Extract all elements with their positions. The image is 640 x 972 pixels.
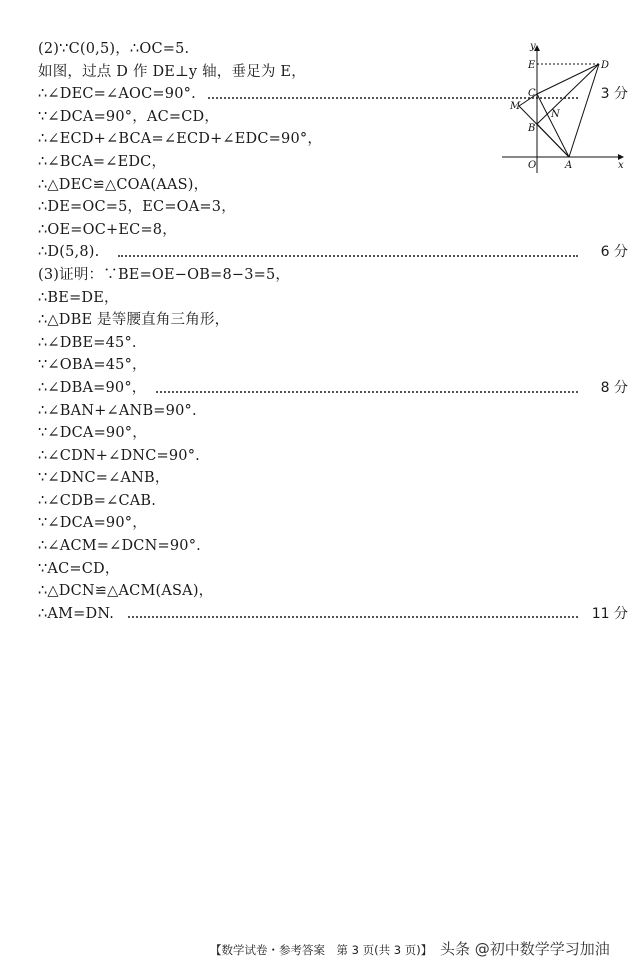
geometry-figure — [497, 40, 627, 175]
line-text: ∵∠DCA=90°，AC=CD， — [38, 108, 220, 125]
line-text: (3)证明：∵BE=OE−OB=8−3=5， — [38, 266, 291, 283]
score-mark: 6 分 — [600, 244, 628, 261]
line-text: ∴∠DEC=∠AOC=90°. — [38, 86, 196, 103]
line-text: ∴∠CDB=∠CAB. — [38, 492, 157, 509]
label-n: N — [551, 109, 560, 120]
line-text: ∴∠ACM=∠DCN=90°. — [38, 538, 201, 555]
score-mark: 3 分 — [600, 86, 628, 103]
line-text: (2)∵C(0,5)，∴OC=5. — [38, 41, 190, 57]
answer-line — [38, 400, 638, 423]
label-x: x — [618, 160, 624, 171]
line-text: ∴DE=OC=5，EC=OA=3， — [38, 199, 236, 216]
answer-line — [38, 196, 638, 219]
watermark: 头条 @初中数学学习加油 — [440, 940, 610, 958]
label-c: C — [528, 88, 536, 99]
label-a: A — [565, 160, 573, 171]
score-mark: 11 分 — [591, 605, 628, 622]
line-text: ∴AM=DN. — [38, 605, 115, 622]
label-o: O — [528, 160, 537, 171]
line-text: ∴∠CDN+∠DNC=90°. — [38, 447, 200, 464]
leader-dots — [118, 255, 578, 257]
line-text: ∴△DCN≌△ACM(ASA)， — [38, 583, 214, 600]
footer-page-info: 【数学试卷・参考答案 第 3 页(共 3 页)】 — [210, 943, 433, 957]
answer-line — [38, 512, 638, 535]
answer-line — [38, 354, 638, 377]
line-text: 如图，过点 D 作 DE⊥y 轴，垂足为 E， — [38, 63, 306, 80]
answer-line — [38, 467, 638, 490]
answer-line — [38, 580, 638, 603]
answer-line — [38, 535, 638, 558]
segment-ca — [537, 94, 569, 157]
answer-line — [38, 332, 638, 355]
segment-ma — [519, 106, 569, 157]
label-m: M — [510, 101, 521, 112]
leader-dots — [128, 616, 578, 618]
line-text: ∵∠DCA=90°， — [38, 425, 147, 442]
leader-dots — [156, 391, 578, 393]
line-text: ∴∠BCA=∠EDC， — [38, 153, 167, 170]
answer-line — [38, 174, 638, 197]
line-text: ∵∠DCA=90°， — [38, 515, 147, 532]
line-text: ∴△DBE 是等腰直角三角形， — [38, 312, 230, 329]
line-text: ∴D(5,8). — [38, 244, 100, 261]
score-mark: 8 分 — [600, 379, 628, 396]
answer-line — [38, 309, 638, 332]
line-text: ∵∠DNC=∠ANB， — [38, 470, 170, 487]
line-text: ∴∠DBA=90°， — [38, 379, 147, 396]
line-text: ∴∠BAN+∠ANB=90°. — [38, 402, 197, 419]
line-text: ∵∠OBA=45°， — [38, 357, 147, 374]
line-text: ∴∠ECD+∠BCA=∠ECD+∠EDC=90°， — [38, 131, 323, 148]
label-b: B — [528, 123, 536, 134]
line-text: ∴BE=DE， — [38, 289, 119, 306]
answer-line — [38, 558, 638, 581]
answer-line — [38, 422, 638, 445]
answer-line — [38, 490, 638, 513]
line-text: ∵AC=CD， — [38, 560, 120, 577]
answer-line — [38, 445, 638, 468]
answer-line-scored — [38, 377, 628, 400]
page-footer — [0, 938, 640, 962]
segment-cd — [537, 64, 599, 94]
label-y: y — [530, 41, 536, 52]
label-d: D — [601, 60, 610, 71]
line-text: ∴OE=OC+EC=8， — [38, 221, 177, 238]
label-e: E — [528, 60, 536, 71]
answer-line — [38, 219, 638, 242]
answer-line — [38, 287, 638, 310]
answer-line-scored — [38, 241, 628, 264]
answer-line-scored — [38, 603, 628, 626]
line-text: ∴∠DBE=45°. — [38, 334, 137, 351]
line-text: ∴△DEC≌△COA(AAS)， — [38, 176, 209, 193]
answer-line — [38, 264, 638, 287]
coordinate-diagram — [497, 40, 627, 175]
